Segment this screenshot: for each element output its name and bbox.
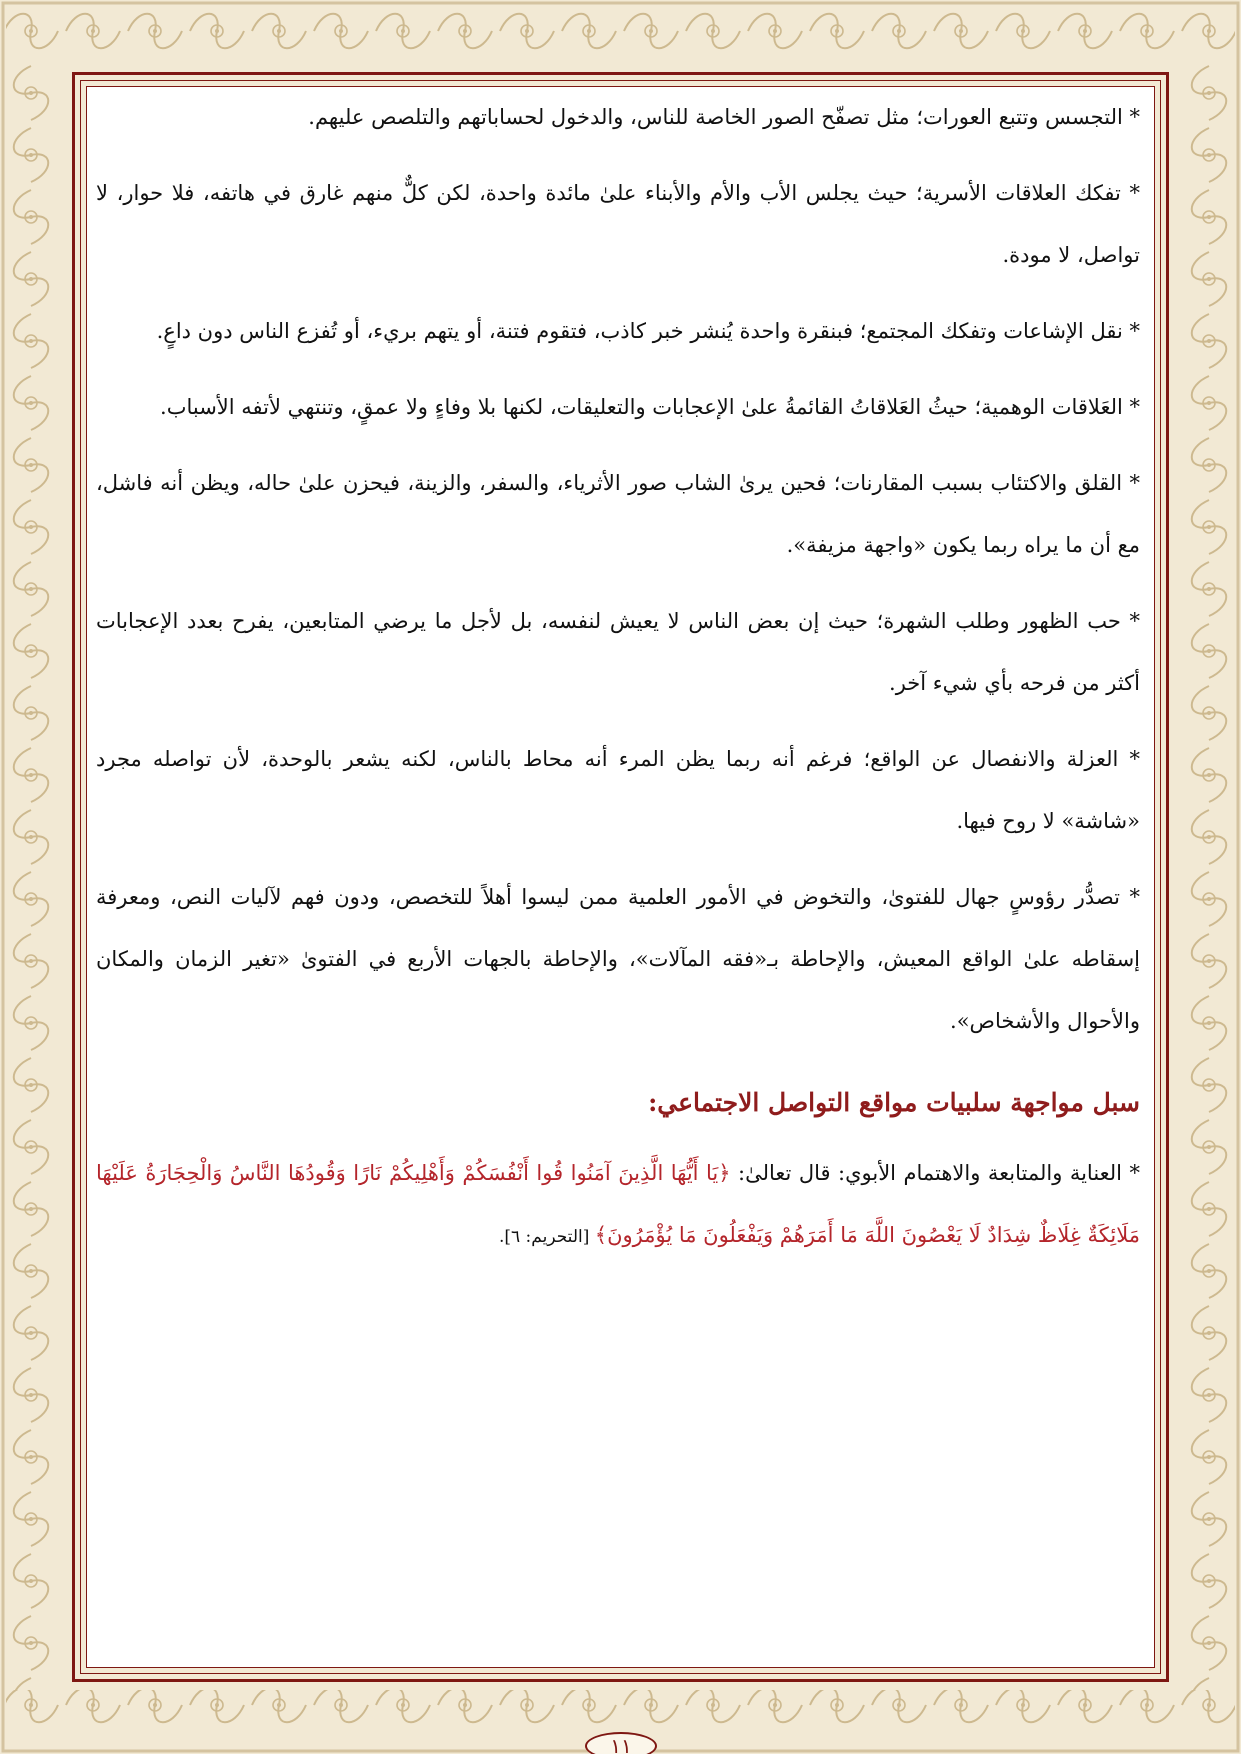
page-number: ١١ bbox=[585, 1732, 657, 1754]
paragraph-fatwa: * تصدُّر رؤوسٍ جهال للفتوىٰ، والتخوض في الأمور العلمية ممن ليسوا أهلاً للتخصص، ودون فهم لآليات النص، ومعرفة إسقاطه علىٰ الواقع المعيش، والإحاطة بـ«فقه المآلات»، والإحاطة بالجهات الأربع في الفتوىٰ «تغير الزمان والمكان والأحوال والأشخاص». bbox=[96, 885, 1140, 1033]
paragraph-fame: * حب الظهور وطلب الشهرة؛ حيث إن بعض الناس لا يعيش لنفسه، بل لأجل ما يرضي المتابعين، يفرح بعدد الإعجابات أكثر من فرحه بأي شيء آخر. bbox=[96, 609, 1140, 695]
paragraph-espionage: * التجسس وتتبع العورات؛ مثل تصفّح الصور الخاصة للناس، والدخول لحساباتهم والتلصص عليهم. bbox=[308, 105, 1140, 129]
paragraph-lead: * العناية والمتابعة والاهتمام الأبوي: قال تعالىٰ: bbox=[730, 1161, 1140, 1185]
section-heading: سبل مواجهة سلبيات مواقع التواصل الاجتماعي: bbox=[648, 1088, 1140, 1117]
paragraph-rumors: * نقل الإشاعات وتفكك المجتمع؛ فبنقرة واحدة يُنشر خبر كاذب، فتقوم فتنة، أو يتهم بريء، أو تُفزع الناس دون داعٍ. bbox=[156, 319, 1140, 343]
paragraph-isolation: * العزلة والانفصال عن الواقع؛ فرغم أنه ربما يظن المرء أنه محاط بالناس، لكنه يشعر بالوحدة، لأن تواصله مجرد «شاشة» لا روح فيها. bbox=[96, 747, 1140, 833]
verse-reference: [التحريم: ٦]. bbox=[498, 1227, 595, 1247]
paragraph-virtual-relations: * العَلاقات الوهمية؛ حيثُ العَلاقاتُ القائمةُ علىٰ الإعجابات والتعليقات، لكنها بلا وفاءٍ ولا عمقٍ، وتنتهي لأتفه الأسباب. bbox=[160, 395, 1140, 419]
paragraph-parental-care bbox=[96, 1142, 1140, 1268]
paragraph-family-breakdown: * تفكك العلاقات الأسرية؛ حيث يجلس الأب والأم والأبناء علىٰ مائدة واحدة، لكن كلٌّ منهم غارق في هاتفه، فلا حوار، لا تواصل، لا مودة. bbox=[96, 181, 1140, 267]
page-content bbox=[96, 86, 1140, 1656]
quran-verse: ﴿يَا أَيُّهَا الَّذِينَ آمَنُوا قُوا أَنْفُسَكُمْ وَأَهْلِيكُمْ نَارًا وَقُودُهَا النَّاسُ وَالْحِجَارَةُ عَلَيْهَا مَلَائِكَةٌ غِلَاظٌ شِدَادٌ لَا يَعْصُونَ اللَّهَ مَا أَمَرَهُمْ وَيَفْعَلُونَ مَا يُؤْمَرُونَ﴾ bbox=[96, 1161, 1140, 1247]
paragraph-anxiety: * القلق والاكتئاب بسبب المقارنات؛ فحين يرىٰ الشاب صور الأثرياء، والسفر، والزينة، فيحزن علىٰ حاله، ويظن أنه فاشل، مع أن ما يراه ربما يكون «واجهة مزيفة». bbox=[96, 471, 1140, 557]
